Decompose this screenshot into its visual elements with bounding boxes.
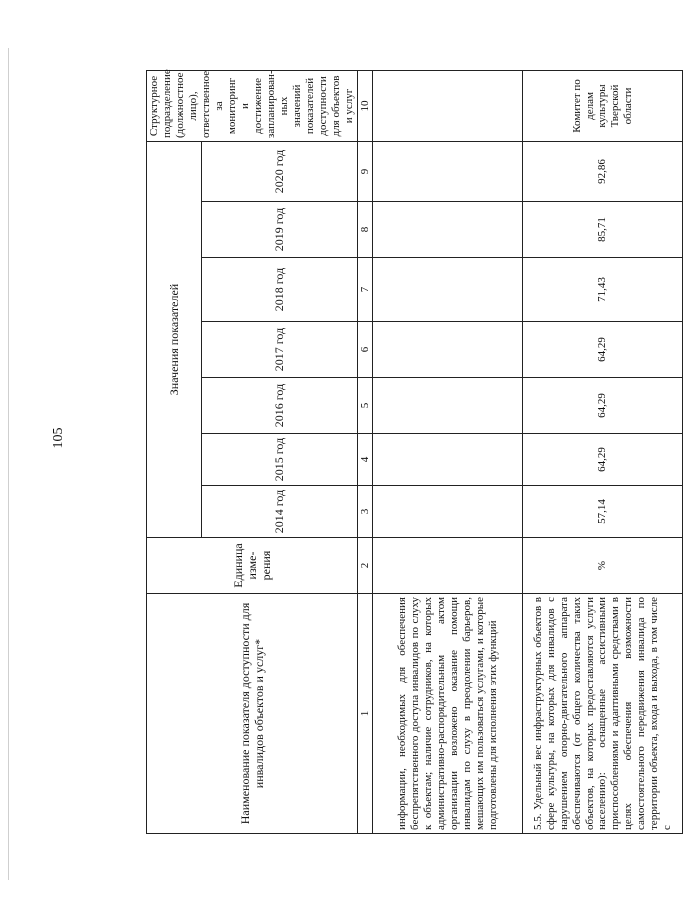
header-responsible: Структурное подразделение (должностное лицо), ответственное за мониторинг и достижение запланирован-ных значений показателей доступности для объектов и услуг (147, 70, 358, 141)
row-value: 64,29 (523, 322, 683, 378)
column-number-row (357, 70, 373, 833)
table-row (523, 70, 683, 833)
header-year: 2015 год (202, 434, 357, 486)
column-number: 10 (357, 70, 373, 141)
row-value: 64,29 (523, 434, 683, 486)
column-number: 2 (357, 538, 373, 594)
row-value (373, 258, 523, 322)
column-number: 3 (357, 486, 373, 538)
header-values-group: Значения показателей (147, 141, 202, 537)
column-number: 1 (357, 594, 373, 834)
header-year: 2020 год (202, 141, 357, 201)
row-value (373, 486, 523, 538)
row-value: 71,43 (523, 258, 683, 322)
header-year: 2016 год (202, 378, 357, 434)
row-responsible (373, 70, 523, 141)
column-number: 8 (357, 202, 373, 258)
row-value (373, 141, 523, 201)
row-value: 92,86 (523, 141, 683, 201)
header-year: 2018 год (202, 258, 357, 322)
scan-edge (8, 48, 9, 880)
header-year: 2014 год (202, 486, 357, 538)
rotated-table-wrapper (146, 69, 674, 834)
row-responsible: Комитет по делам культуры Тверской области (523, 70, 683, 141)
header-year: 2019 год (202, 202, 357, 258)
row-indicator-name: 5.5. Удельный вес инфраструктурных объектов в сфере культуры, на которых для инвалидов с нарушением опорно-двигательного аппарата обеспечиваются (от общего количества таких объектов, на которых предоставляются услуги населению): оснащенные ассистивными приспособлениями и адаптивными средствами в целях обеспечения возможности самостоятельного передвижения инвалида по территории объекта, входа и выхода, в том числе с (523, 594, 683, 834)
column-number: 6 (357, 322, 373, 378)
row-unit (373, 538, 523, 594)
table-row (373, 70, 523, 833)
row-value (373, 434, 523, 486)
header-name: Наименование показателя доступности для инвалидов объектов и услуг* (147, 594, 358, 834)
row-value: 57,14 (523, 486, 683, 538)
row-unit: % (523, 538, 683, 594)
column-number: 4 (357, 434, 373, 486)
column-number: 5 (357, 378, 373, 434)
page-number: 105 (51, 427, 66, 449)
header-unit: Единица изме-рения (147, 538, 358, 594)
row-indicator-name: информации, необходимых для обеспечения беспрепятственного доступа инвалидов по слуху к объектам; наличие сотрудников, на которых административно-распорядительным актом организации возложено оказание помощи инвалидам по слуху в преодолении барьеров, мешающих им пользоваться услугами, и которые подготовлены для исполнения этих функций (373, 594, 523, 834)
indicators-table (146, 70, 683, 834)
column-number: 7 (357, 258, 373, 322)
header-year: 2017 год (202, 322, 357, 378)
header-row-1 (147, 70, 202, 833)
row-value: 64,29 (523, 378, 683, 434)
row-value (373, 202, 523, 258)
row-value: 85,71 (523, 202, 683, 258)
column-number: 9 (357, 141, 373, 201)
row-value (373, 322, 523, 378)
row-value (373, 378, 523, 434)
